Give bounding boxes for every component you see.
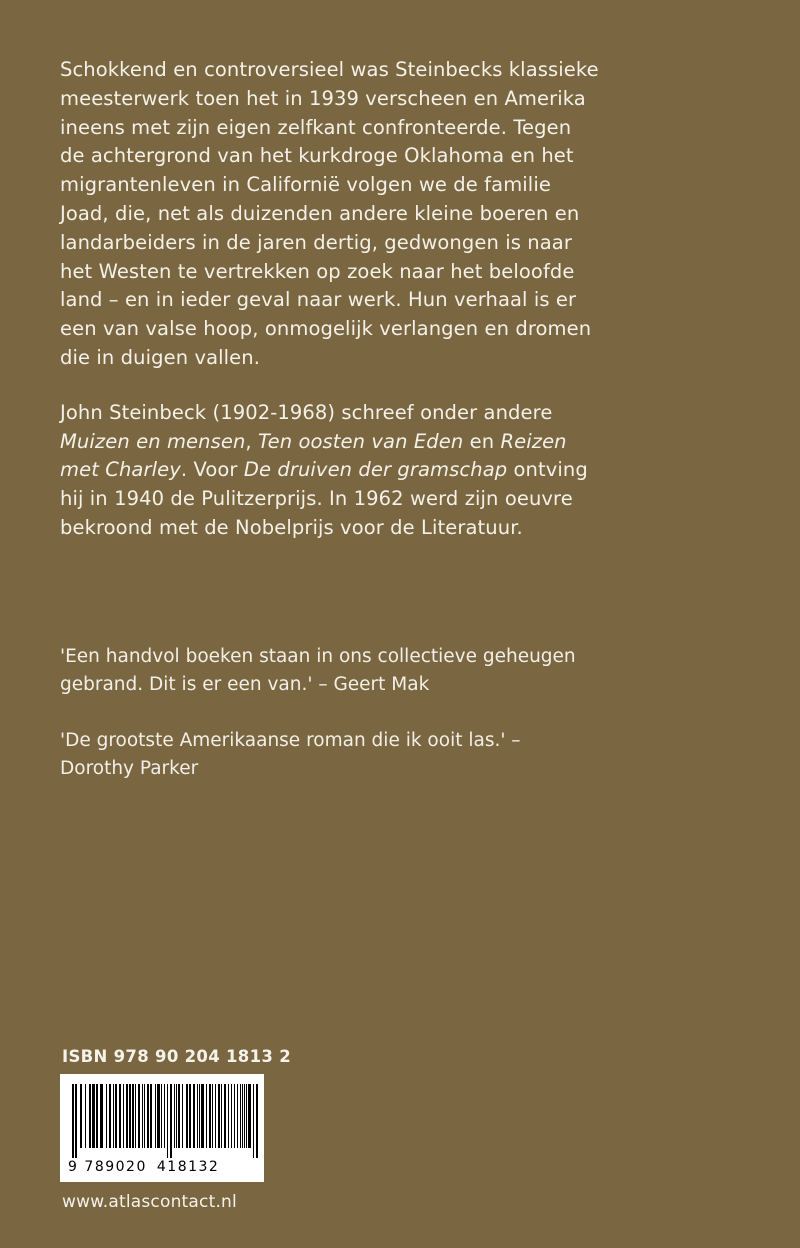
review-quote-1: 'Een handvol boeken staan in ons collectieve geheugen gebrand. Dit is er een van.' – Geert Mak [60, 645, 576, 695]
author-bio-part-3: en [463, 429, 501, 453]
review-quote-2: 'De grootste Amerikaanse roman die ik ooit las.' – Dorothy Parker [60, 729, 521, 779]
barcode [60, 1074, 264, 1182]
barcode-right-group: 418132 [156, 1159, 220, 1175]
barcode-lead-digit: 9 [68, 1159, 79, 1175]
barcode-left-group: 789020 [84, 1159, 147, 1175]
review-quotes [60, 643, 600, 783]
isbn-label: ISBN 978 90 204 1813 2 [62, 1047, 291, 1066]
author-bio-part-4: . Voor [180, 458, 244, 482]
author-bio-part-1: John Steinbeck (1902-1968) schreef onder andere [60, 400, 553, 424]
book-title-4: De druiven der gramschap [243, 458, 508, 482]
barcode-digits [66, 1159, 258, 1175]
author-bio-part-2: , [245, 429, 259, 453]
book-title-2: Ten oosten van Eden [258, 429, 464, 453]
author-bio-paragraph [60, 399, 600, 543]
book-title-1: Muizen en mensen [60, 429, 246, 453]
book-title-3: Reizen met Charley [60, 429, 567, 482]
barcode-bars [72, 1084, 258, 1158]
cover-footer [60, 1047, 480, 1212]
blurb-text [60, 56, 600, 543]
blurb-paragraph-1: Schokkend en controversieel was Steinbecks klassieke meesterwerk toen het in 1939 verscheen en Amerika ineens met zijn eigen zelfkant confronteerde. Tegen de achtergrond van het kurkdroge Oklahoma en het migrantenleven in Californië volgen we de familie Joad, die, net als duizenden andere kleine boeren en landarbeiders in de jaren dertig, gedwongen is naar het Westen te vertrekken op zoek naar het beloofde land – en in ieder geval naar werk. Hun verhaal is er een van valse hoop, onmogelijk verlangen en dromen die in duigen vallen. [60, 58, 599, 369]
author-bio-part-5: ontving hij in 1940 de Pulitzerprijs. In 1962 werd zijn oeuvre bekroond met de Nobelprijs voor de Literatuur. [60, 458, 588, 539]
publisher-website: www.atlascontact.nl [62, 1192, 237, 1212]
